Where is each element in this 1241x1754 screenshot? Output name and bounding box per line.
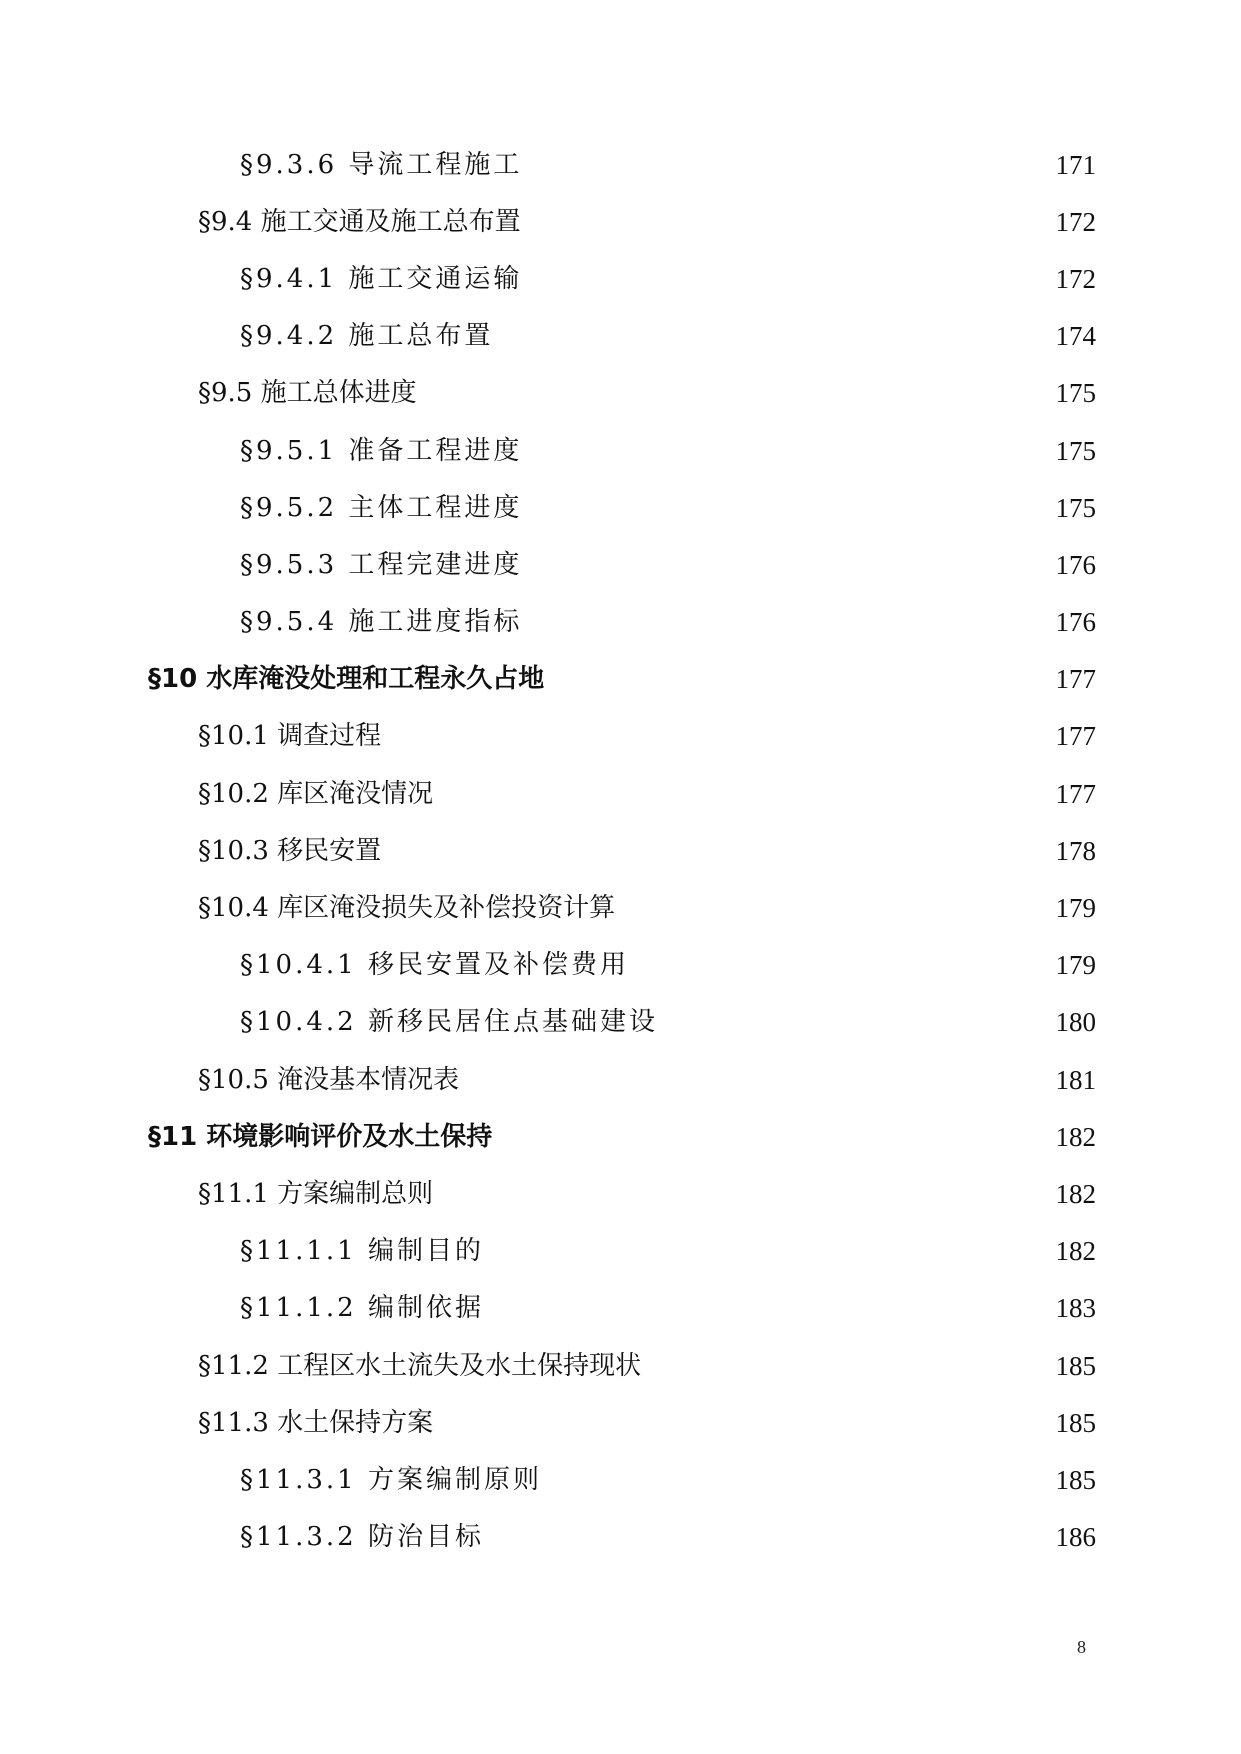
toc-entry-label: §11.2 工程区水土流失及水土保持现状 [198,1350,642,1381]
toc-entry-page: 175 [1055,435,1096,466]
toc-entry[interactable] [0,708,1241,765]
toc-entry-label: §10 水库淹没处理和工程永久占地 [148,664,545,695]
toc-entry[interactable] [0,365,1241,422]
toc-dot-leader [639,948,1050,982]
toc-dot-leader [532,548,1049,582]
toc-dot-leader [531,205,1050,239]
toc-entry-label: §9.5.2 主体工程进度 [240,492,523,523]
toc-dot-leader [391,834,1049,868]
toc-dot-leader [494,1234,1050,1268]
toc-entry-page: 182 [1055,1121,1096,1152]
toc-entry-page: 178 [1055,835,1096,866]
toc-dot-leader [469,1063,1049,1097]
toc-entry[interactable] [0,1108,1241,1165]
toc-entry[interactable] [0,1165,1241,1222]
toc-dot-leader [532,148,1049,182]
toc-dot-leader [552,1463,1050,1497]
table-of-contents [0,136,1241,1566]
toc-entry-page: 175 [1055,492,1096,523]
toc-dot-leader [503,319,1049,353]
toc-entry-page: 182 [1055,1236,1096,1267]
toc-entry-page: 181 [1055,1064,1096,1095]
toc-entry-page: 174 [1055,321,1096,352]
toc-entry[interactable] [0,1051,1241,1108]
toc-entry-label: §10.5 淹没基本情况表 [198,1064,460,1095]
toc-dot-leader [443,777,1049,811]
toc-entry[interactable] [0,536,1241,593]
toc-dot-leader [532,262,1049,296]
toc-entry-label: §9.4.2 施工总布置 [240,321,494,352]
toc-entry-page: 177 [1055,778,1096,809]
toc-dot-leader [651,1349,1049,1383]
toc-entry-label: §10.1 调查过程 [198,721,382,752]
toc-entry-label: §11.1.1 编制目的 [240,1236,484,1267]
toc-entry-page: 172 [1055,263,1096,294]
toc-entry-label: §10.3 移民安置 [198,835,382,866]
toc-entry-label: §9.4.1 施工交通运输 [240,263,523,294]
toc-entry[interactable] [0,250,1241,307]
toc-entry-page: 180 [1055,1007,1096,1038]
toc-entry[interactable] [0,879,1241,936]
toc-entry-label: §11.3.2 防治目标 [240,1522,484,1553]
toc-dot-leader [494,1291,1050,1325]
toc-entry-page: 182 [1055,1178,1096,1209]
toc-entry-label: §10.2 库区淹没情况 [198,778,434,809]
toc-entry-page: 176 [1055,607,1096,638]
toc-entry[interactable] [0,1337,1241,1394]
toc-entry[interactable] [0,1223,1241,1280]
toc-entry-label: §10.4 库区淹没损失及补偿投资计算 [198,893,616,924]
toc-entry-label: §10.4.1 移民安置及补偿费用 [240,950,629,981]
toc-entry-page: 179 [1055,893,1096,924]
toc-entry[interactable] [0,308,1241,365]
toc-entry-page: 175 [1055,378,1096,409]
toc-entry-label: §11.1 方案编制总则 [198,1178,434,1209]
toc-dot-leader [443,1406,1049,1440]
toc-entry-label: §11.3.1 方案编制原则 [240,1464,542,1495]
toc-entry-page: 171 [1055,149,1096,180]
toc-entry-page: 185 [1055,1464,1096,1495]
toc-dot-leader [625,891,1049,925]
toc-dot-leader [668,1005,1050,1039]
toc-dot-leader [391,719,1049,753]
toc-entry-label: §9.3.6 导流工程施工 [240,149,523,180]
toc-entry[interactable] [0,594,1241,651]
toc-entry-page: 185 [1055,1407,1096,1438]
toc-dot-leader [427,376,1050,410]
toc-entry[interactable] [0,136,1241,193]
toc-entry[interactable] [0,651,1241,708]
toc-entry-label: §9.5.3 工程完建进度 [240,549,523,580]
toc-entry[interactable] [0,1394,1241,1451]
toc-entry[interactable] [0,937,1241,994]
toc-entry[interactable] [0,822,1241,879]
toc-dot-leader [494,1520,1050,1554]
toc-entry-label: §9.5 施工总体进度 [198,378,417,409]
toc-entry-page: 185 [1055,1350,1096,1381]
toc-dot-leader [554,662,1049,696]
toc-entry-label: §11.3 水土保持方案 [198,1407,434,1438]
toc-dot-leader [532,605,1049,639]
page-number: 8 [1077,1637,1086,1657]
toc-entry[interactable] [0,479,1241,536]
toc-entry-page: 172 [1055,206,1096,237]
toc-entry[interactable] [0,994,1241,1051]
toc-entry[interactable] [0,422,1241,479]
toc-entry-label: §11.1.2 编制依据 [240,1293,484,1324]
toc-entry-page: 177 [1055,721,1096,752]
toc-entry-page: 176 [1055,549,1096,580]
toc-entry-page: 179 [1055,950,1096,981]
toc-entry-label: §10.4.2 新移民居住点基础建设 [240,1007,658,1038]
toc-entry[interactable] [0,193,1241,250]
toc-entry-label: §9.5.4 施工进度指标 [240,607,523,638]
toc-entry[interactable] [0,1509,1241,1566]
toc-dot-leader [532,491,1049,525]
toc-entry[interactable] [0,1280,1241,1337]
toc-entry-page: 186 [1055,1522,1096,1553]
toc-dot-leader [443,1177,1049,1211]
toc-entry[interactable] [0,1451,1241,1508]
toc-dot-leader [532,434,1049,468]
toc-entry-label: §9.4 施工交通及施工总布置 [198,206,521,237]
toc-entry-label: §11 环境影响评价及水土保持 [148,1121,493,1152]
toc-entry-label: §9.5.1 准备工程进度 [240,435,523,466]
toc-entry[interactable] [0,765,1241,822]
toc-dot-leader [502,1120,1049,1154]
toc-entry-page: 177 [1055,664,1096,695]
toc-entry-page: 183 [1055,1293,1096,1324]
